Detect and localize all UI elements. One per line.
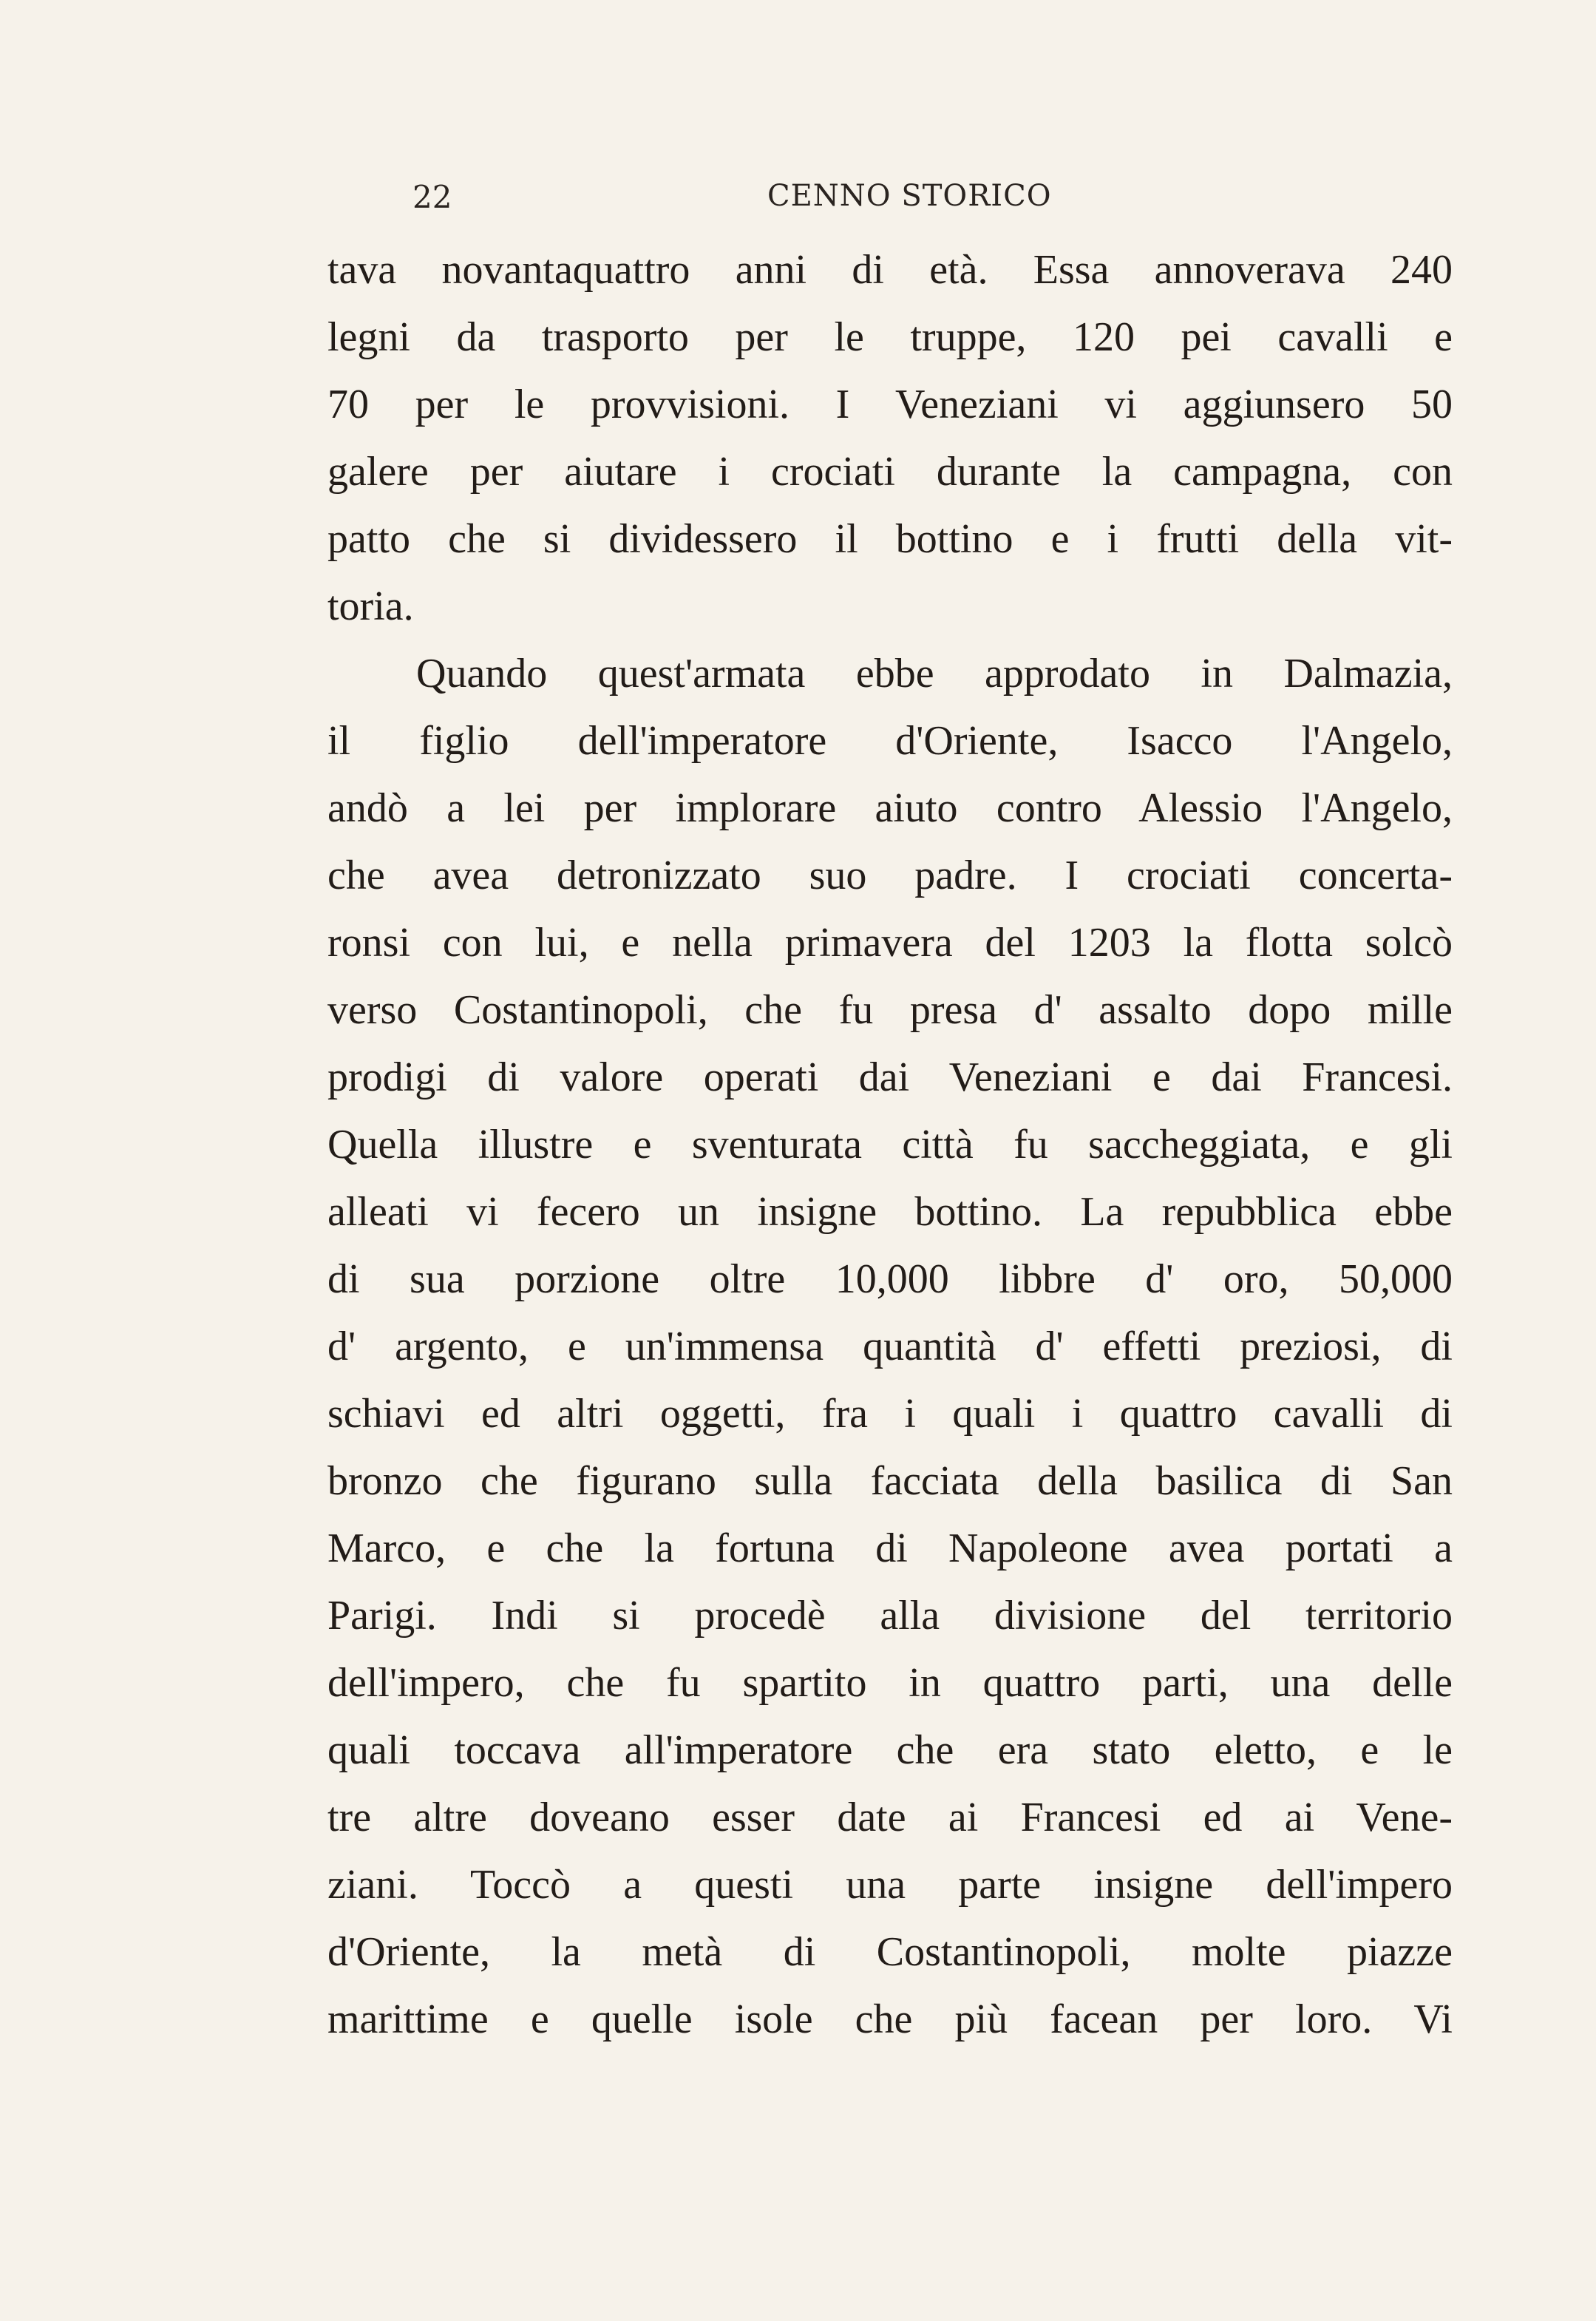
body-text <box>327 237 1453 2053</box>
text-line: che avea detronizzato suo padre. I crociati concerta- <box>327 853 1453 898</box>
running-head <box>412 172 1226 231</box>
text-line: marittime e quelle isole che più facean per loro. Vi <box>327 1996 1453 2042</box>
text-line: patto che si dividessero il bottino e i frutti della vit- <box>327 516 1453 562</box>
text-line: il figlio dell'imperatore d'Oriente, Isacco l'Angelo, <box>327 718 1453 764</box>
paragraph-start-line: Quando quest'armata ebbe approdato in Dalmazia, <box>416 651 1453 697</box>
text-line: 70 per le provvisioni. I Veneziani vi aggiunsero 50 <box>327 382 1453 427</box>
text-line: d' argento, e un'immensa quantità d' effetti preziosi, di <box>327 1324 1453 1369</box>
text-line: quali toccava all'imperatore che era stato eletto, e le <box>327 1727 1453 1773</box>
text-line: tava novantaquattro anni di età. Essa annoverava 240 <box>327 247 1453 293</box>
text-line: bronzo che figurano sulla facciata della basilica di San <box>327 1458 1453 1504</box>
text-line: tre altre doveano esser date ai Francesi ed ai Vene- <box>327 1795 1453 1840</box>
text-line: ronsi con lui, e nella primavera del 1203 la flotta solcò <box>327 920 1453 966</box>
text-line: legni da trasporto per le truppe, 120 pei cavalli e <box>327 314 1453 360</box>
paragraph-end-line: toria. <box>327 583 414 629</box>
text-line: schiavi ed altri oggetti, fra i quali i quattro cavalli di <box>327 1391 1453 1437</box>
text-line: d'Oriente, la metà di Costantinopoli, molte piazze <box>327 1929 1453 1975</box>
text-line: ziani. Toccò a questi una parte insigne dell'impero <box>327 1862 1453 1908</box>
text-line: verso Costantinopoli, che fu presa d' assalto dopo mille <box>327 987 1453 1033</box>
text-line: dell'impero, che fu spartito in quattro parti, una delle <box>327 1660 1453 1706</box>
text-line: Parigi. Indi si procedè alla divisione del territorio <box>327 1593 1453 1639</box>
page-number: 22 <box>412 179 452 215</box>
text-line: galere per aiutare i crociati durante la campagna, con <box>327 449 1453 495</box>
text-line: andò a lei per implorare aiuto contro Alessio l'Angelo, <box>327 785 1453 831</box>
text-line: Marco, e che la fortuna di Napoleone avea portati a <box>327 1525 1453 1571</box>
text-line: alleati vi fecero un insigne bottino. La repubblica ebbe <box>327 1189 1453 1235</box>
running-title: CENNO STORICO <box>767 179 1052 213</box>
text-line: prodigi di valore operati dai Veneziani e dai Francesi. <box>327 1054 1453 1100</box>
text-line: di sua porzione oltre 10,000 libbre d' oro, 50,000 <box>327 1256 1453 1302</box>
text-line: Quella illustre e sventurata città fu saccheggiata, e gli <box>327 1122 1453 1168</box>
